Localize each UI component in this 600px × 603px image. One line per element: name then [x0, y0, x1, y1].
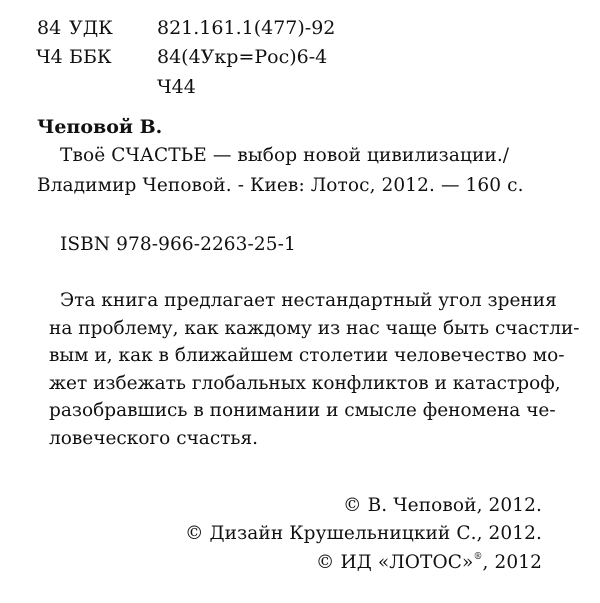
annotation-line: вым и, как в ближайшем столетии человечество мо-: [49, 345, 565, 366]
publisher-year: , 2012: [482, 552, 542, 573]
isbn: ISBN 978-966-2263-25-1: [60, 234, 296, 255]
bbk-label: ББК: [69, 46, 112, 68]
margin-code: Ч4: [36, 46, 63, 68]
annotation: [49, 287, 580, 452]
author-mark: Ч44: [157, 76, 196, 98]
annotation-line: разобравшись в понимании и смысле феномена че-: [49, 400, 556, 421]
annotation-line: жет избежать глобальных конфликтов и катастроф,: [49, 372, 561, 394]
udk-value: 821.161.1(477)-92: [157, 17, 336, 39]
registered-mark: ®: [473, 551, 483, 562]
annotation-line: на проблему, как каждому из нас чаще быть счастли-: [49, 317, 580, 339]
copyright-author: © В. Чеповой, 2012.: [343, 495, 542, 516]
udk-label: УДК: [69, 17, 113, 39]
annotation-line: ловеческого счастья.: [49, 427, 259, 449]
margin-number: 84: [37, 17, 62, 39]
annotation-line: Эта книга предлагает нестандартный угол зрения: [60, 290, 557, 311]
copyright-design: © Дизайн Крушельницкий С., 2012.: [184, 523, 542, 544]
title-line: Твоё СЧАСТЬЕ — выбор новой цивилизации./: [60, 145, 510, 166]
publisher-text: © ИД «ЛОТОС»: [315, 552, 474, 573]
author-heading: Чеповой В.: [37, 116, 163, 138]
copyright-publisher: [315, 551, 542, 573]
publication-line: Владимир Чеповой. - Киев: Лотос, 2012. — 160 с.: [37, 175, 524, 196]
bbk-value: 84(4Укр=Рос)6-4: [157, 46, 328, 68]
